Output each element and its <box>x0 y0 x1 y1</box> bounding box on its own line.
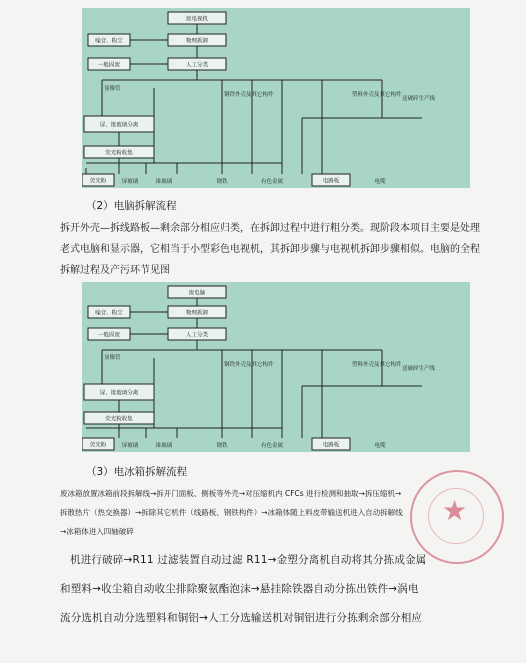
fc2-col-steel: 钢铁外壳及其它构件 <box>224 362 274 368</box>
fc2-b4: 有色金属 <box>260 443 284 449</box>
fc1-col-steel: 钢铁外壳及其它构件 <box>224 92 274 98</box>
fc2-b2: 锥玻璃 <box>155 443 173 449</box>
fc2-waste: 一般固废 <box>97 332 121 339</box>
fc1-b4: 有色金属 <box>260 179 284 185</box>
fc2-b6: 电缆 <box>374 443 386 449</box>
fc1-manual: 人工分类 <box>185 62 209 69</box>
fridge-steps-main <box>60 546 480 633</box>
big-line-2: 和塑料→收尘箱自动收尘排除聚氨酯泡沫→悬挂除铁器自动分拣出铁件→涡电 <box>60 583 419 595</box>
fc1-sort: 屏、锥玻璃分离 <box>99 122 139 129</box>
fc1-col-plastic: 塑料外壳及其它构件 <box>352 92 402 98</box>
section2-paragraph: 拆开外壳—拆线路板—剩余部分相应归类，在拆卸过程中进行粗分类。现阶段本项目主要是处理老式电脑和显示器，它相当于小型彩色电视机，其拆卸步骤与电视机拆卸步骤相似。电脑的全程拆解过程及产污环节见图 <box>60 223 480 276</box>
small-line-3: →冰箱体进入四轴破碎 <box>60 527 134 536</box>
fc2-col-plastic: 塑料外壳及其它构件 <box>352 362 402 368</box>
fc1-b2: 锥玻璃 <box>155 179 173 185</box>
fc2-col-out: 送破碎生产线 <box>402 366 436 372</box>
pc-flowchart <box>82 282 470 452</box>
fc2-physical: 物理拆卸 <box>185 310 209 317</box>
fc1-physical: 物理拆卸 <box>185 38 209 45</box>
fc1-noise: 噪音、粉尘 <box>95 38 123 45</box>
fc2-b1: 屏玻璃 <box>121 443 139 449</box>
tv-flowchart <box>82 8 470 188</box>
small-line-2: 拆散热片（热交换器）→拆除其它机件（线路板、钢铁构件）→冰箱体随上料皮带输送机进入自动拆解线 <box>60 508 403 517</box>
fc2-b3: 钢铁 <box>216 443 228 449</box>
fc2-b5: 电路板 <box>322 442 340 449</box>
fc2-fluor: 荧光粉收集 <box>105 416 133 423</box>
fc2-b0: 荧光粉 <box>89 442 107 449</box>
seal-star-icon: ★ <box>442 494 468 527</box>
fc2-top: 废电脑 <box>188 290 206 297</box>
fc1-waste: 一般固废 <box>97 62 121 69</box>
fc1-b3: 钢铁 <box>216 179 228 185</box>
fc1-b1: 屏玻璃 <box>121 179 139 185</box>
small-line-1: 废冰箱放置冰箱前段拆解线→拆开门面板、侧板等外壳→对压缩机内 CFCs 进行检测和抽取→拆压缩机→ <box>60 489 402 498</box>
official-seal <box>410 470 504 564</box>
fc1-col-out: 送破碎生产线 <box>402 96 436 102</box>
big-line-3: 流分选机自动分选塑料和铜铝→人工分选输送机对铜铝进行分拣剩余部分相应 <box>60 612 423 624</box>
fc2-crt: 显像管 <box>104 355 121 361</box>
fc2-manual: 人工分类 <box>185 332 209 339</box>
fc1-fluor: 荧光粉收集 <box>105 150 133 157</box>
fc1-b0: 荧光粉 <box>89 178 107 185</box>
tv-flowchart-svg <box>82 8 470 188</box>
fc2-noise: 噪音、粉尘 <box>95 310 123 317</box>
big-line-1: 机进行破碎→R11 过滤装置自动过滤 R11→金塑分离机自动将其分拣成金属 <box>70 554 427 566</box>
section3-title: （3）电冰箱拆解流程 <box>86 466 188 478</box>
section2-title: （2）电脑拆解流程 <box>86 200 177 212</box>
fc1-b5: 电路板 <box>322 178 340 185</box>
fc1-crt: 显像管 <box>104 86 121 92</box>
fc1-top: 废电视机 <box>185 16 209 23</box>
pc-flowchart-svg <box>82 282 470 452</box>
fc1-b6: 电缆 <box>374 179 386 185</box>
fc2-sort: 屏、锥玻璃分离 <box>99 390 139 397</box>
